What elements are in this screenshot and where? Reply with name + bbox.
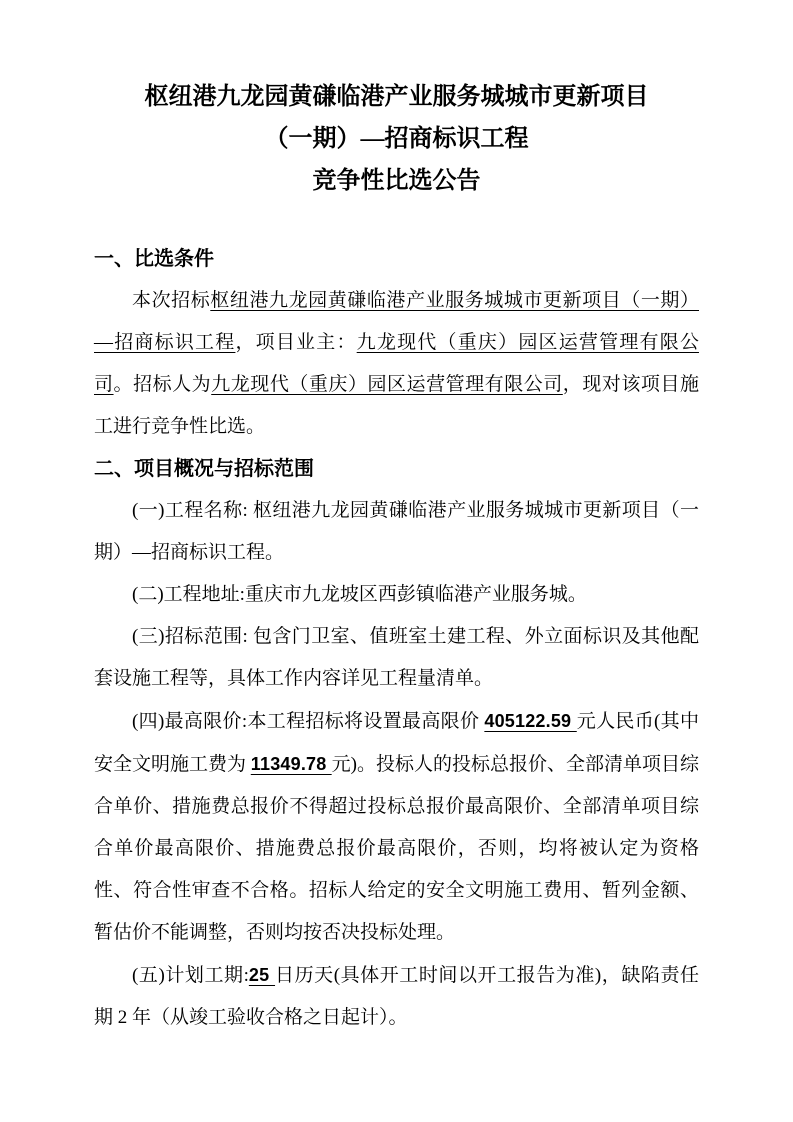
text-run: ，现对该项目施工进行竞争性比选。 (94, 374, 699, 437)
document-title (94, 76, 699, 202)
text-run: (五)计划工期: (132, 965, 249, 986)
text-run: (四)最高限价:本工程招标将设置最高限价 (132, 711, 485, 732)
text-run: 本次招标 (132, 290, 211, 311)
text-run: 元人民币(其中安全文明施工费为 (94, 711, 699, 775)
text-run: ，项目业主： (235, 332, 357, 353)
section2-item-4-price-limit (94, 700, 699, 954)
title-line-1: 枢纽港九龙园黄磏临港产业服务城城市更新项目 (144, 84, 649, 110)
section2-heading: 二、项目概况与招标范围 (94, 458, 314, 480)
title-line-3: 竞争性比选公告 (312, 168, 481, 194)
underlined-tenderer-name: 九龙现代（重庆）园区运营管理有限公司 (211, 374, 563, 395)
section2-item-1-project-name: (一)工程名称: 枢纽港九龙园黄磏临港产业服务城城市更新项目（一期）—招商标识工程。 (94, 500, 699, 563)
section1-heading: 一、比选条件 (94, 248, 214, 270)
section1-paragraph (94, 280, 699, 448)
text-run: 。招标人为 (113, 374, 212, 395)
text-run: 日历天(具体开工时间以开工报告为准)，缺陷责任期 2 年（从竣工验收合格之日起计）。 (94, 965, 700, 1028)
underlined-owner-name: 九龙现代（重庆）园区运营管理有限公司 (94, 332, 699, 395)
safety-fee-value: 11349.78 (250, 754, 332, 774)
underlined-project-name: 枢纽港九龙园黄磏临港产业服务城城市更新项目（一期）—招商标识工程 (94, 290, 699, 353)
text-run: 元)。投标人的投标总报价、全部清单项目综合单价、措施费总报价不得超过投标总报价最高限价、全部清单项目综合单价最高限价、措施费总报价最高限价，否则，均将被认定为资格性、符合性审查不合格。招标人给定的安全文明施工费用、暂列金额、暂估价不能调整，否则均按否决投标处理。 (94, 754, 699, 943)
section2-item-5-schedule (94, 954, 699, 1039)
max-price-value: 405122.59 (484, 711, 577, 731)
title-line-2: （一期）—招商标识工程 (264, 126, 529, 152)
duration-days-value: 25 (248, 965, 276, 985)
section2-item-2-project-address: (二)工程地址:重庆市九龙坡区西彭镇临港产业服务城。 (132, 584, 587, 605)
section2-item-3-bid-scope: (三)招标范围: 包含门卫室、值班室土建工程、外立面标识及其他配套设施工程等，具体工作内容详见工程量清单。 (94, 626, 699, 689)
